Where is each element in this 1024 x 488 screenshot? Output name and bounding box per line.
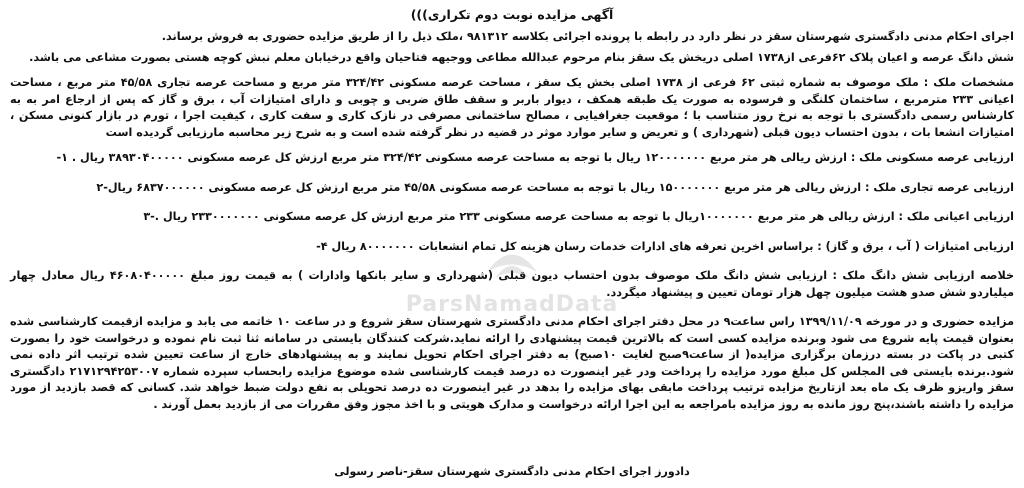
valuation-item: ارزیابی عرصه مسکونی ملک : ارزش ریالی هر متر مربع ۱۲۰۰۰۰۰۰۰ ریال با توجه به مساحت عرصه مسکونی ۳۲۴/۴۲ متر مربع ارزش کل عرصه مسکونی ۳۸۹۳۰۴۰۰۰۰۰ ریال . ۱- <box>56 151 1014 164</box>
specs-paragraph: مشخصات ملک : ملک موصوف به شماره ثبتی ۶۲ فرعی از ۱۷۳۸ اصلی بخش یک سقز ، مساحت عرصه مسکونی ۳۲۴/۴۲ متر مربع و مساحت عرصه تجاری ۴۵/۵۸ متر مربع ، مساحت اعیانی ۲۳۳ مترمربع ، ساختمان کلنگی و فرسوده به صورت یک طبقه همکف ، دیوار باربر و سقف طاق ضربی و چوبی و دارای امتیازات آب ، برق و گاز که پس از ارجاع امر به به کارشناس رسمی دادگستری با توجه به نرخ روز متناسب با ؛ موقعیت جغرافیایی ، مصالح ساختمانی مصرفی در نازک کاری و سفت کاری ، کیفیت اجرا ، تورم در بازار کنونی مسکن ، امتیازات انشعا بات ، بدون احتساب دیون قبلی (شهرداری ) و تعریض و سایر موارد موثر در قضیه در نظر گرفته شده است و به شرح زیر محاسبه مارزیابی گردیده است <box>10 76 1014 139</box>
valuation-item: ارزیابی اعیانی ملک : ارزش ریالی هر متر مربع ۱۰۰۰۰۰۰۰ریال با توجه به مساحت عرصه مسکونی ۲۳۳ متر مربع ارزش کل عرصه مسکونی ۲۳۳۰۰۰۰۰۰۰ ریال .-۳ <box>143 210 1014 223</box>
valuation-item: ارزیابی امتیازات ( آب ، برق و گاز) : براساس اخرین تعرفه های ادارات خدمات رسان هزینه کل تمام انشعابات ۸۰۰۰۰۰۰۰ ریال ۴- <box>316 239 1014 253</box>
intro-paragraph: اجرای احکام مدنی دادگستری شهرستان سقز در نظر دارد در رابطه با پرونده اجرائی بکلاسه ۹۸۱۳۱۲ ،ملک ذیل را از طریق مزایده حضوری به فروش برساند. <box>161 30 1014 43</box>
summary-paragraph: خلاصه ارزیابی شش دانگ ملک : ارزیابی شش دانگ ملک موصوف بدون احتساب دیون قبلی (شهرداری و سایر بانکها وادارات ) به قیمت روز مبلغ ۴۶۰۸۰۴۰۰۰۰۰ ریال معادل چهار میلیاردو شش صدو هشت میلیون چهل هزار تومان تعیین و پیشنهاد میگردد. <box>10 269 1015 299</box>
valuation-item: ارزیابی عرصه تجاری ملک : ارزش ریالی هر متر مربع ۱۵۰۰۰۰۰۰۰ ریال با توجه به مساحت عرصه مسکونی ۴۵/۵۸ متر مربع ارزش کل عرصه مسکونی ۶۸۳۷۰۰۰۰۰۰ ریال-۲ <box>96 180 1014 194</box>
property-line: شش دانگ عرصه و اعیان پلاک ۶۲فرعی از۱۷۳۸ اصلی دریخش یک سقز بنام مرحوم عبدالله مطاعی ووجیهه فتاحیان واقع درخیابان معلم نبش کوچه هستی بصورت مشاعی می باشد. <box>29 50 1014 64</box>
auction-paragraph: مزایده حضوری و در مورخه ۱۳۹۹/۱۱/۰۹ راس ساعت۹ در محل دفتر اجرای احکام مدنی دادگستری شهرستان سقز شروع و در ساعت ۱۰ خاتمه می یابد و مزایده ازقیمت کارشناسی شده بعنوان قیمت پایه شروع می شود وبرنده مزایده کسی است که بالاترین قیمت پیشنهادی را ارائه نماید.شرکت کنندگان بایستی در سامانه ثنا ثبت نام نموده و درخواست خود را بصورت کتبی در پاکت در بسته درزمان برگزاری مزایده( از ساعت۹صبح لغایت ۱۰صبح) به دفتر اجرای احکام تحویل نمایند و به پیشنهادهای خارج از ساعت تعیین شده ترتیب اثر داده نمی شود.برنده بایستی فی المجلس کل مبلغ مورد مزایده را پرداخت ودر غیر اینصورت ده درصد قیمت کارشناسی شده موضوع مزایده رابحساب سپرده شماره ۲۱۷۱۲۹۴۲۵۳۰۰۷ دادگستری سقز واریزو ظرف یک ماه بعد ازتاریخ مزایده ترتیب پرداخت مابقی بهای مزایده را بدهد در غیر اینصورت ده درصد تحویلی به نفع دولت ضبط خواهد شد. کسانی که قصد بازدید از مورد مزایده را داشته باشند،پنج روز مانده به روز مزایده بامراجعه به این اجرا ارائه درخواست و مدارک هویتی و با اخذ مجوز وفق مقررات می از بازدید بعمل آورند . <box>10 315 1014 411</box>
watermark-text: ParsNamadData <box>405 292 619 317</box>
footer-signature: دادورز اجرای احکام مدنی دادگستری شهرستان سقز-ناصر رسولی <box>334 465 690 478</box>
notice-title: آگهی مزایده نوبت دوم تکراری))) <box>410 7 614 22</box>
